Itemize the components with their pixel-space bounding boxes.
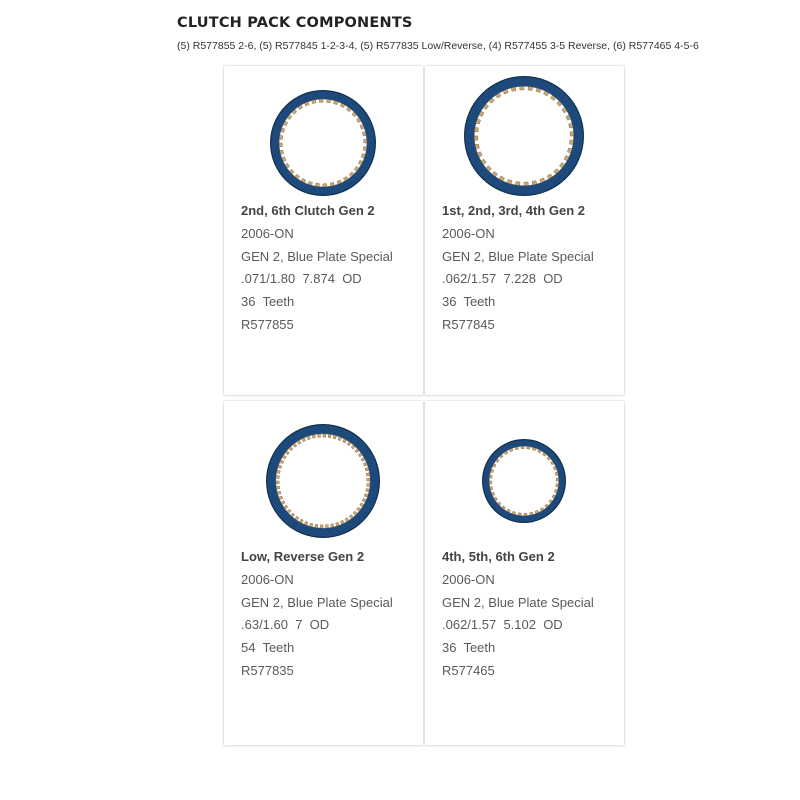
product-card[interactable] [224, 401, 423, 745]
product-part-number: R577835 [241, 662, 294, 678]
product-description: GEN 2, Blue Plate Special [442, 248, 594, 264]
product-size: .63/1.60 7 OD [241, 617, 330, 633]
product-description: GEN 2, Blue Plate Special [442, 594, 594, 610]
product-size: .071/1.80 7.874 OD [241, 271, 362, 287]
product-teeth: 54 Teeth [241, 640, 295, 656]
product-name: 4th, 5th, 6th Gen 2 [442, 549, 555, 564]
product-card[interactable] [425, 66, 624, 395]
product-teeth: 36 Teeth [241, 294, 295, 310]
friction-plate-icon [269, 89, 377, 197]
product-size: .062/1.57 7.228 OD [442, 271, 563, 287]
product-size: .062/1.57 5.102 OD [442, 617, 563, 633]
product-part-number: R577465 [442, 662, 495, 678]
product-part-number: R577845 [442, 316, 495, 332]
product-teeth: 36 Teeth [442, 640, 496, 656]
product-years: 2006-ON [442, 571, 495, 587]
friction-plate-icon [481, 438, 567, 524]
product-teeth: 36 Teeth [442, 294, 496, 310]
product-card[interactable] [224, 66, 423, 395]
friction-plate-icon [265, 423, 381, 539]
friction-plate-icon [463, 75, 585, 197]
product-description: GEN 2, Blue Plate Special [241, 594, 393, 610]
product-years: 2006-ON [241, 225, 294, 241]
product-years: 2006-ON [442, 225, 495, 241]
product-years: 2006-ON [241, 571, 294, 587]
product-part-number: R577855 [241, 316, 294, 332]
product-name: 2nd, 6th Clutch Gen 2 [241, 203, 375, 218]
page-title: CLUTCH PACK COMPONENTS [177, 15, 413, 31]
product-name: Low, Reverse Gen 2 [241, 549, 365, 564]
product-card[interactable] [425, 401, 624, 745]
product-description: GEN 2, Blue Plate Special [241, 248, 393, 264]
components-summary: (5) R577855 2-6, (5) R577845 1-2-3-4, (5) R577835 Low/Reverse, (4) R577455 3-5 Reverse, (6) R577465 4-5-6 [177, 40, 699, 52]
product-name: 1st, 2nd, 3rd, 4th Gen 2 [442, 203, 586, 218]
